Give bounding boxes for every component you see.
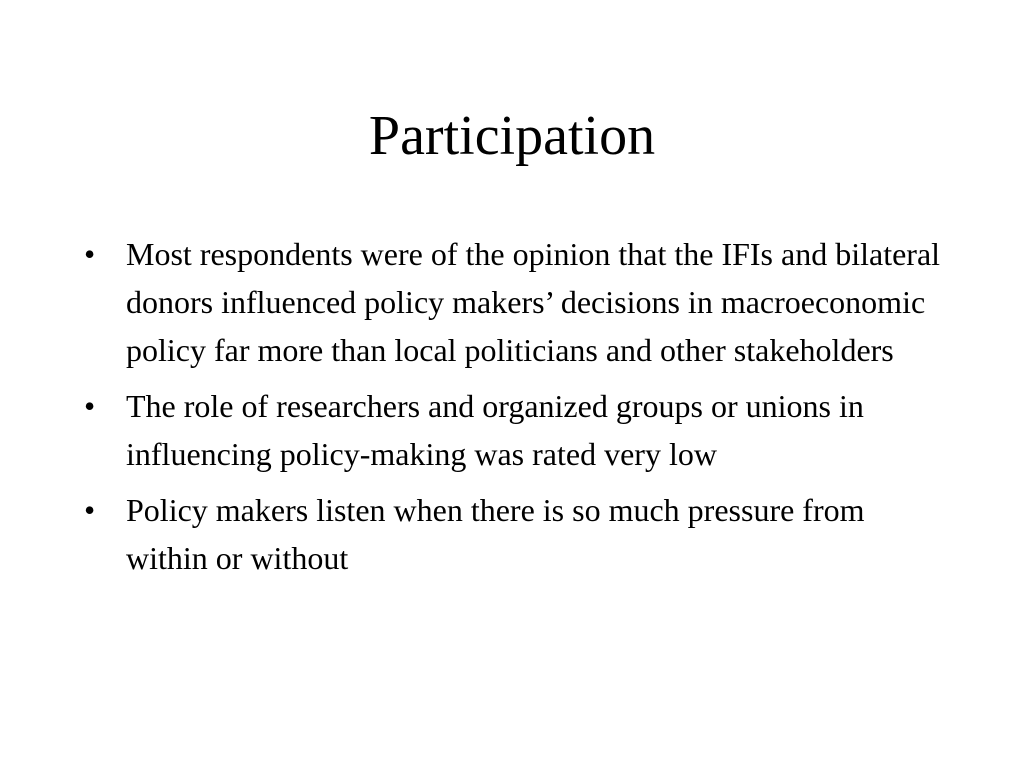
bullet-icon: • (84, 236, 96, 272)
bullet-item (84, 382, 944, 478)
bullet-icon: • (84, 388, 96, 424)
bullet-text: The role of researchers and organized groups or unions in influencing policy-making was rated very low (126, 388, 864, 472)
bullet-list (84, 230, 944, 590)
bullet-icon: • (84, 492, 96, 528)
bullet-item (84, 486, 944, 582)
bullet-text: Most respondents were of the opinion that the IFIs and bilateral donors influenced policy makers’ decisions in macroeconomic policy far more than local politicians and other stakeholders (126, 236, 941, 368)
slide-title: Participation (368, 105, 656, 167)
bullet-text: Policy makers listen when there is so much pressure from within or without (126, 492, 865, 576)
bullet-item (84, 230, 944, 374)
